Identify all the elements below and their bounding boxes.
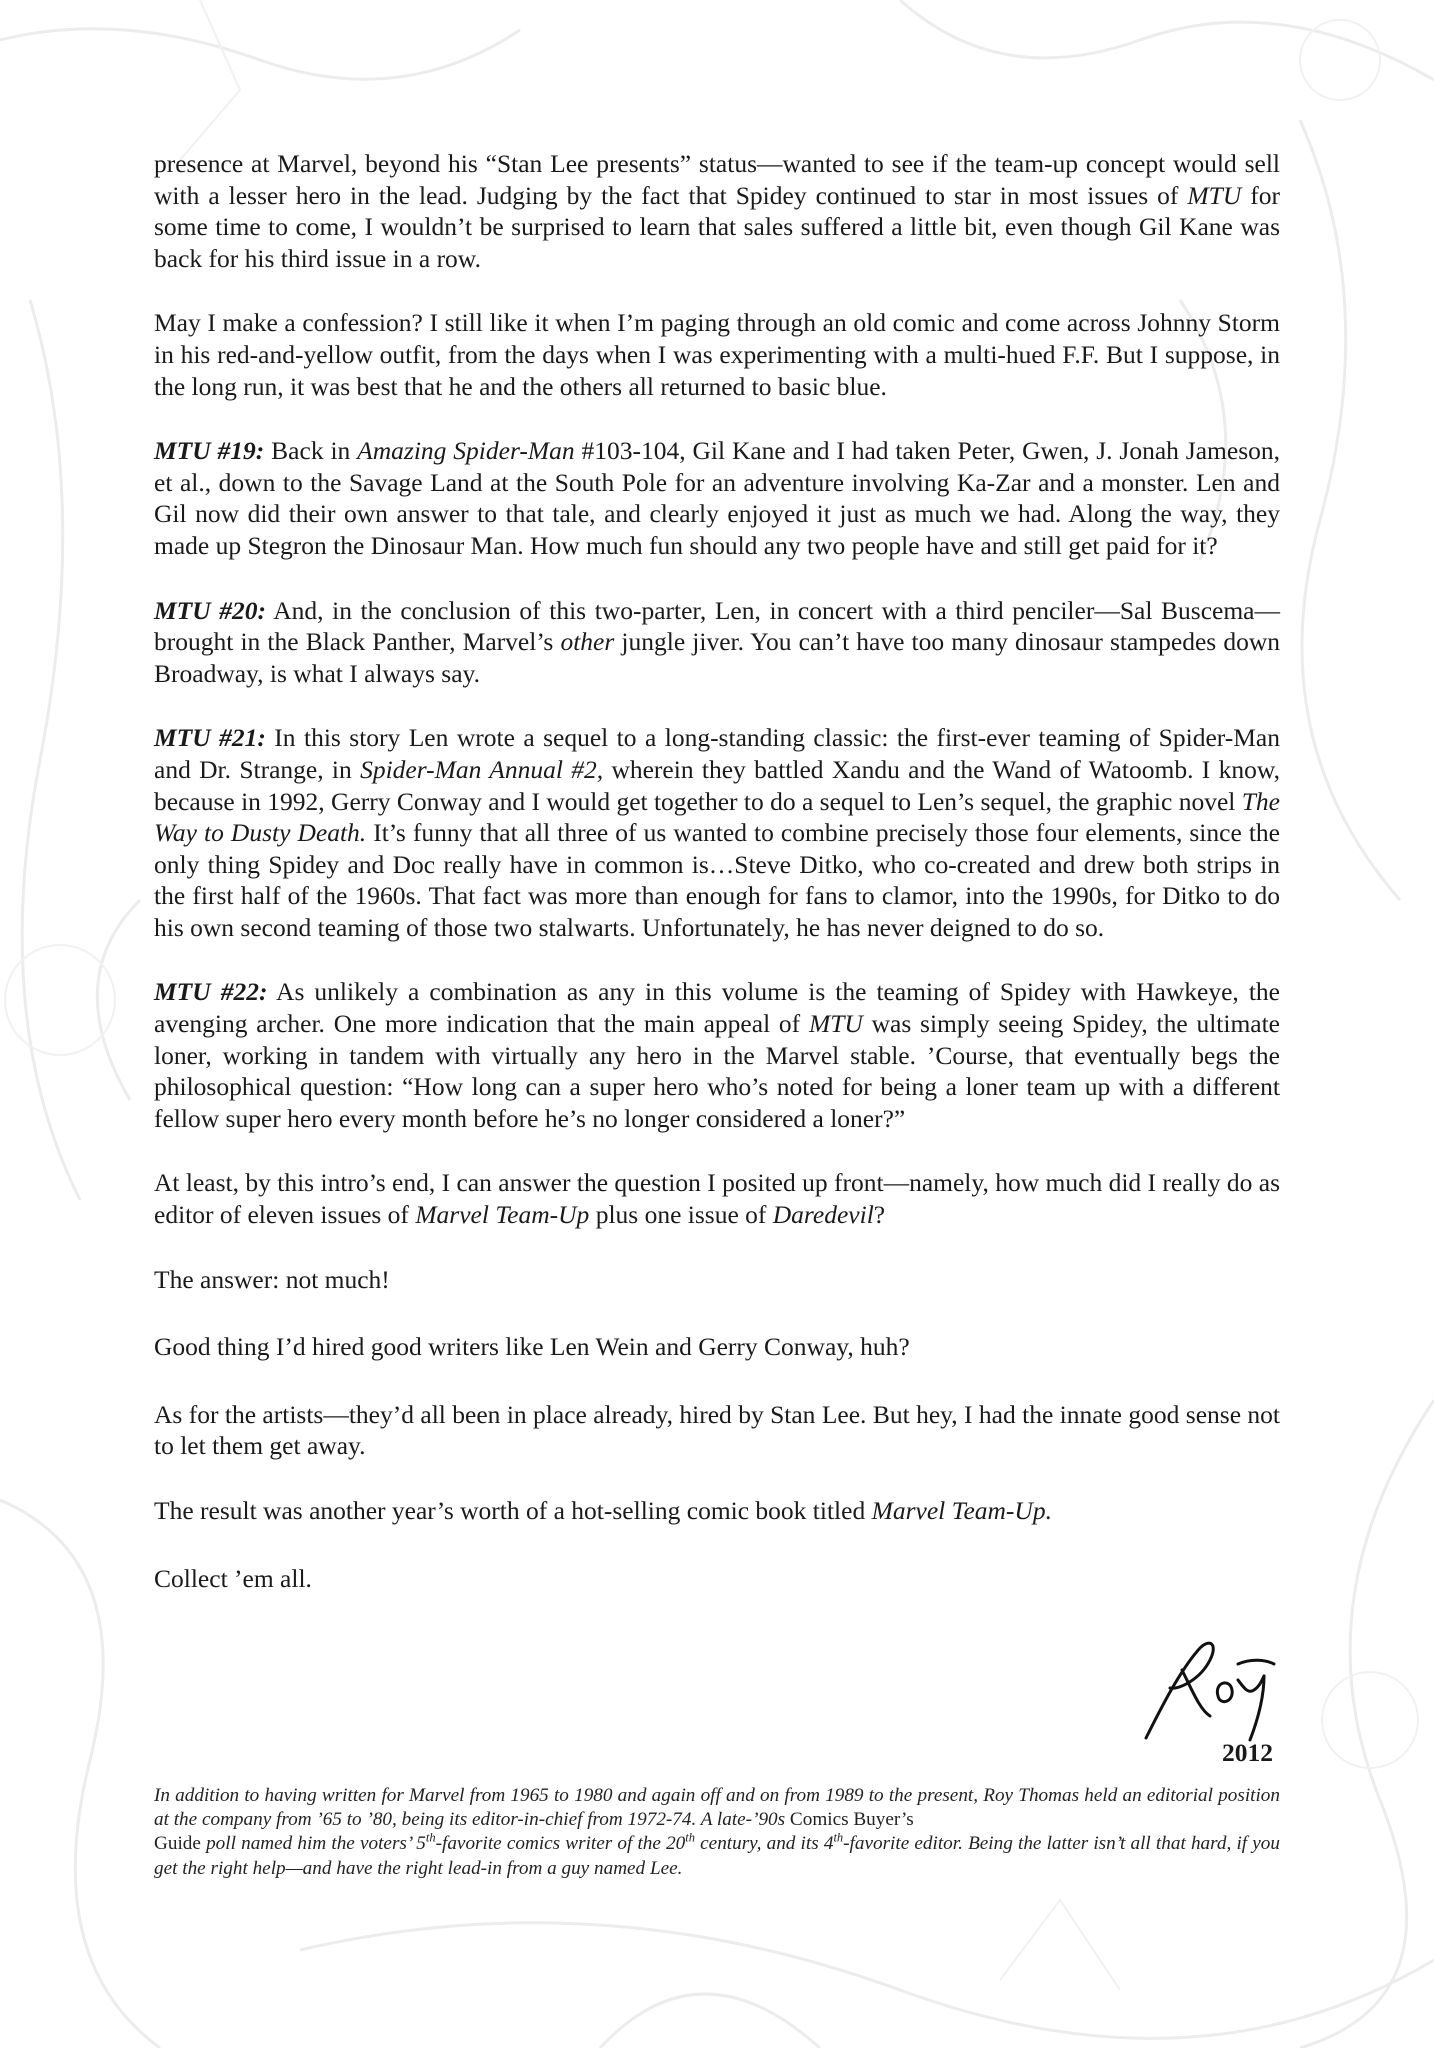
title-mtu: MTU (808, 1009, 863, 1039)
paragraph-text: At least, by this intro’s end, I can answer the question I posited up front—namely, how much did I really do as editor of eleven issues of (154, 1168, 1280, 1230)
title-mtu: MTU (1187, 180, 1242, 210)
paragraph-9: Good thing I’d hired good writers like Len Wein and Gerry Conway, huh? (154, 1332, 910, 1362)
paragraph-text: for some time to come, I wouldn’t be surprised to learn that sales suffered a little bit, even though Gil Kane was back for his third issue in a row. (154, 180, 1281, 273)
signature-year: 2012 (1222, 1738, 1273, 1767)
paragraph-mtu-21 (154, 722, 1280, 943)
paragraph-text: jungle jiver. You can’t have too many dinosaur stampedes down Broadway, is what I always say. (154, 627, 1281, 688)
article-body (154, 148, 1280, 1627)
issue-heading: MTU #20: (154, 595, 267, 625)
issue-heading: MTU #21: (154, 723, 266, 753)
paragraph-text: It’s funny that all three of us wanted to combine precisely those four elements, since the only thing Spidey and Doc really have in common is…Steve Ditko, who co-created and drew both strips in the first half of the 1960s. That fact was more than enough for fans to clamor, into the 1990s, for Ditko to do his own second teaming of those two stalwarts. Unfortunately, he has never deigned to do so. (154, 818, 1280, 942)
publication-title: Comics Buyer’s (789, 1809, 914, 1831)
ordinal-suffix: th (685, 1831, 695, 1846)
bio-text: In addition to having written for Marvel from 1965 to 1980 and again off and on from 1989 to the present, Roy Thomas held an editorial position at the company from ’65 to ’80, being its editor-in-chief from 1972-74. A late-’90s (154, 1785, 1280, 1831)
paragraph-text: And, in the conclusion of this two-parter, Len, in concert with a third penciler—Sal Buscema—brought in the Black Panther, Marvel’s (154, 595, 1280, 657)
paragraph-mtu-20 (154, 595, 1280, 690)
comic-title: Spider-Man Annual #2, (360, 754, 604, 784)
comic-title: Marvel Team-Up. (871, 1496, 1052, 1525)
paragraph-mtu-22 (154, 976, 1280, 1134)
signature (1140, 1630, 1300, 1770)
comic-title: Amazing Spider-Man (357, 436, 575, 466)
paragraph-10: As for the artists—they’d all been in place already, hired by Stan Lee. But hey, I had the innate good sense not to let them get away. (154, 1399, 1280, 1461)
paragraph-7 (154, 1167, 1280, 1230)
issue-heading: MTU #22: (154, 977, 268, 1007)
bio-text: -favorite comics writer of the 20 (435, 1833, 686, 1855)
paragraph-text: #103-104, Gil Kane and I had taken Peter, Gwen, J. Jonah Jameson, et al., down to the Savage Land at the South Pole for an adventure involving Ka-Zar and a monster. Len and Gil now did their own answer to that tale, and clearly enjoyed it just as much we had. Along the way, they made up Stegron the Dinosaur Man. How much fun should any two people have and still get paid for it? (154, 436, 1280, 560)
signature-image (1140, 1630, 1300, 1770)
publication-title: Guide (154, 1833, 201, 1855)
bio-text: poll named him the voters’ 5 (200, 1833, 426, 1855)
ordinal-suffix: th (425, 1831, 436, 1846)
emphasis: other (560, 627, 615, 657)
paragraph-text: Back in (264, 436, 358, 466)
comic-title: Daredevil (772, 1200, 874, 1230)
bio-text: century, and its 4 (694, 1833, 834, 1855)
author-bio (154, 1784, 1280, 1881)
bio-text: -favorite editor. Being the latter isn’t all that hard, if you get the right help—and have the right lead-in from a guy named Lee. (154, 1833, 1280, 1879)
paragraph-text: was simply seeing Spidey, the ultimate loner, working in tandem with virtually any hero in the Marvel stable. ’Course, that eventually begs the philosophical question: “How long can a super hero who’s noted for being a loner team up with a different fellow super hero every month before he’s no longer considered a loner?” (154, 1009, 1281, 1133)
paragraph-text: In this story Len wrote a sequel to a long-standing classic: the first-ever teaming of Spider-Man and Dr. Strange, in (154, 723, 1280, 784)
paragraph-text: wherein they battled Xandu and the Wand of Watoomb. I know, because in 1992, Gerry Conway and I would get together to do a sequel to Len’s sequel, the graphic novel (154, 754, 1280, 816)
paragraph-text: ? (873, 1200, 886, 1230)
comic-title: The Way to Dusty Death. (154, 786, 1280, 848)
paragraph-text: presence at Marvel, beyond his “Stan Lee presents” status—wanted to see if the team-up concept would sell with a lesser hero in the lead. Judging by the fact that Spidey continued to star in most issues of (154, 149, 1280, 210)
paragraph-12: Collect ’em all. (154, 1563, 312, 1593)
paragraph-text: As unlikely a combination as any in this volume is the teaming of Spidey with Hawkeye, the avenging archer. One more indication that the main appeal of (154, 977, 1280, 1039)
ordinal-suffix: th (833, 1831, 844, 1846)
paragraph-11 (154, 1495, 1280, 1527)
paragraph-8: The answer: not much! (154, 1264, 390, 1294)
paragraph-2: May I make a confession? I still like it when I’m paging through an old comic and come across Johnny Storm in his red-and-yellow outfit, from the days when I was experimenting with a multi-hued F.F. But I suppose, in the long run, it was best that he and the others all returned to basic blue. (154, 308, 1280, 401)
paragraph-1 (154, 148, 1280, 274)
comic-title: Marvel Team-Up (415, 1200, 590, 1230)
paragraph-mtu-19 (154, 435, 1280, 561)
paragraph-text: plus one issue of (589, 1200, 773, 1230)
issue-heading: MTU #19: (154, 436, 265, 466)
paragraph-text: The result was another year’s worth of a hot-selling comic book titled (154, 1496, 872, 1525)
